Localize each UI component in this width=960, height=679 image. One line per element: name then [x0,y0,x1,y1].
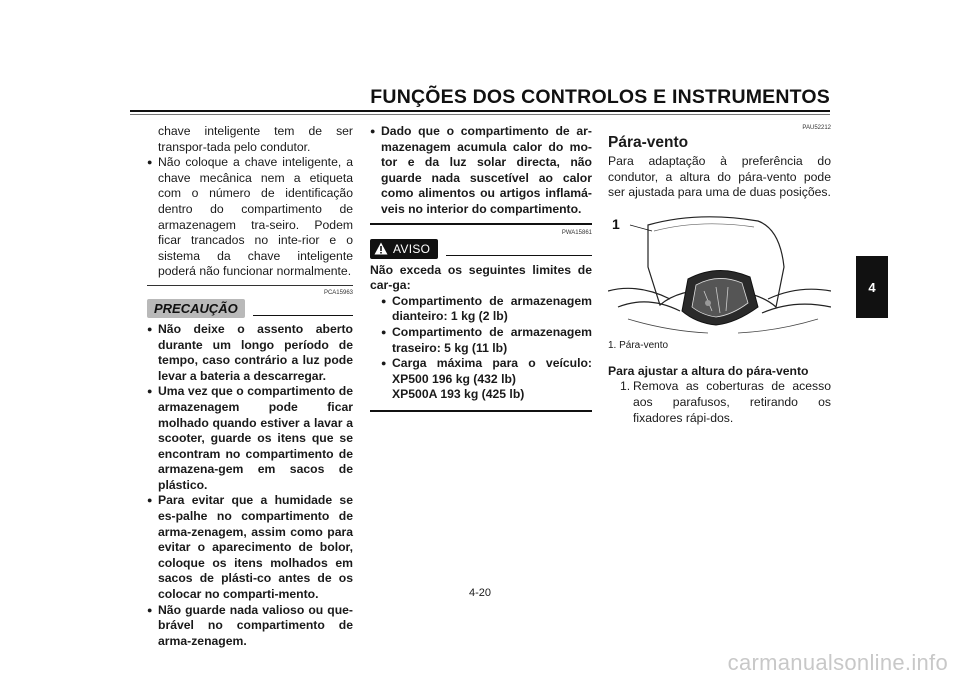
section-intro: Para adaptação à preferência do condutor, a altura do pára-vento pode ser ajustada para uma de duas posições. [608,154,831,200]
caution-item-3: ● Para evitar que a humidade se es-palhe no compartimento de arma-zenagem, assim como para evitar o aparecimento de bolor, coloque os itens molhados em sacos de plásti-co antes de os colocar no comparti-mento. [147,493,353,602]
callout-number: 1 [612,215,620,232]
warning-intro: Não exceda os seguintes limites de car-ga: [370,262,592,293]
continued-text: chave inteligente tem de ser transpor-tada pelo condutor. [158,124,353,154]
warning-code: PWA15861 [561,229,592,236]
caution-code: PCA15963 [323,289,353,296]
warning-label-box [370,239,438,259]
warning-item-3 [381,356,592,403]
chapter-tab: 4 [856,256,888,318]
max-load-xp500a: XP500A 193 kg (425 lb) [392,387,525,402]
procedure-title: Para ajustar a altura do pára-vento [608,363,809,378]
warning-header [370,239,592,259]
max-load-xp500: XP500 196 kg (432 lb) [392,371,516,386]
caution-header [147,299,353,318]
warning-triangle-icon [374,242,388,255]
step-number: 1. [620,379,631,394]
warning-item-1: ● Compartimento de armazenagem dianteiro: 1 kg (2 lb) [381,294,592,325]
section-code: PAU52212 [802,125,831,131]
section-title: Pára-vento [608,134,689,151]
figure-caption: 1. Pára-vento [608,339,669,351]
warning-end-rule [370,410,592,412]
page-number: 4-20 [468,587,492,599]
step-text: Remova as coberturas de acesso aos parafusos, retirando os fixadores rápi-dos. [633,379,831,425]
warning-label: AVISO [393,241,431,256]
watermark: carmanualsonline.info [727,650,948,675]
windshield-illustration [608,207,831,335]
caution-label: PRECAUÇÃO [147,299,245,318]
column-3 [608,124,831,426]
bullet-item: ● Não coloque a chave inteligente, a chave mecânica nem a etiqueta com o número de identificação dentro do compartimento de armazenagem tra-seiro. Podem ficar trancados no inte-rior e o sistema da chave inteligente poderá não funcionar normalmente. [147,155,353,280]
caution-item-4: ● Não guarde nada valioso ou que-brável no compartimento de arma-zenagem. [147,603,353,650]
caution-end-rule [370,223,592,225]
column-2 [370,124,592,412]
warning-item-2: ● Compartimento de armazenagem traseiro: 5 kg (11 lb) [381,325,592,356]
max-load-label: ● Carga máxima para o veículo: [392,356,592,371]
header-rule-thin [130,114,830,115]
caution-item-5: ● Dado que o compartimento de ar-mazenagem acumula calor do mo-tor e da luz solar directa, não guarde nada suscetível ao calor como alimentos ou artigos inflamá-veis no interior do compartimento. [370,124,592,218]
warning-line [446,255,592,256]
page-header-title: FUNÇÕES DOS CONTROLOS E INSTRUMENTOS [370,86,830,108]
procedure-step-1 [608,379,831,426]
caution-item-2: ● Uma vez que o compartimento de armazenagem pode ficar molhado quando estiver a lavar a scooter, guarde os itens que se encontram no compartimento de armazena-gem em sacos de plástico. [147,384,353,493]
column-1 [147,124,353,649]
windshield-figure [608,207,831,335]
section-rule [147,285,353,286]
caution-item-1: ● Não deixe o assento aberto durante um longo período de tempo, caso contrário a luz pode levar a bateria a descarregar. [147,322,353,384]
caution-line [253,315,353,316]
header-rule [130,110,830,112]
